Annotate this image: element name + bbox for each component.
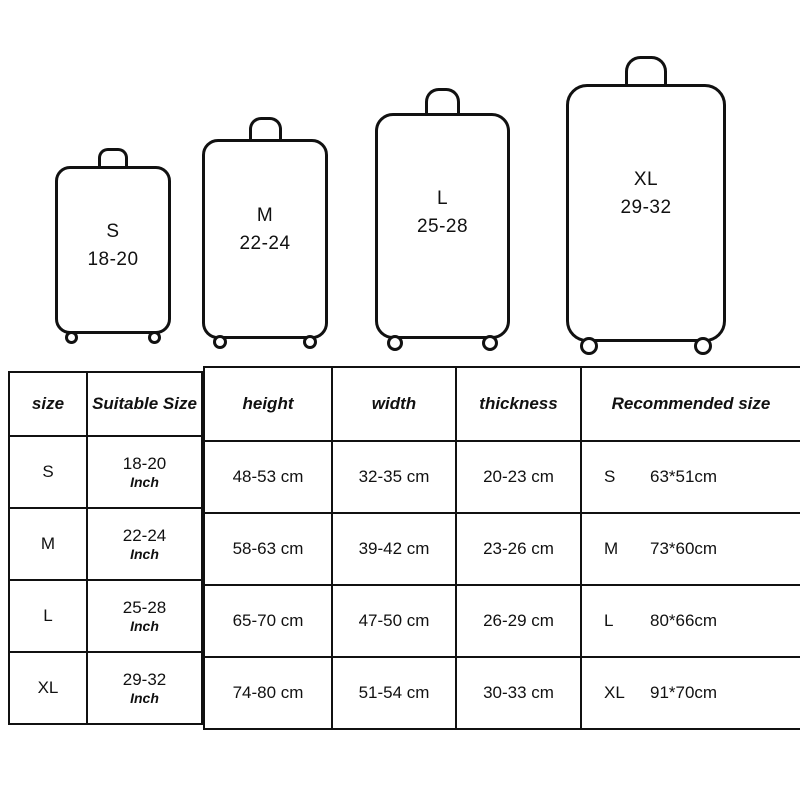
cell-thickness: 20-23 cm — [456, 441, 581, 513]
cell-thickness: 30-33 cm — [456, 657, 581, 729]
recommended-size-tag: S — [604, 467, 616, 486]
cell-height: 58-63 cm — [204, 513, 332, 585]
suitable-unit-label: Inch — [130, 690, 159, 706]
table-row — [204, 585, 800, 657]
cell-width: 32-35 cm — [332, 441, 456, 513]
header-width: width — [332, 367, 456, 441]
cell-height: 74-80 cm — [204, 657, 332, 729]
suitable-range-value: 22-24 — [122, 526, 167, 545]
table-header-row — [9, 372, 202, 436]
table-row — [204, 513, 800, 585]
case-size-label: S — [106, 221, 120, 242]
suitable-range-value: 18-20 — [122, 454, 167, 473]
cell-suitable-size — [87, 652, 202, 724]
luggage-wheel-right-icon — [303, 335, 317, 349]
header-recommended-size: Recommended size — [581, 367, 800, 441]
luggage-wheel-right-icon — [482, 335, 498, 351]
case-inch-range-label: 18-20 — [87, 249, 139, 270]
suitable-range-value: 29-32 — [122, 670, 167, 689]
recommended-size-content — [582, 514, 800, 584]
recommended-size-dimension: 91*70cm — [650, 683, 718, 702]
table-row — [9, 508, 202, 580]
recommended-size-dimension: 63*51cm — [650, 467, 718, 486]
cell-size: S — [9, 436, 87, 508]
luggage-wheel-left-icon — [580, 337, 598, 355]
cell-height: 65-70 cm — [204, 585, 332, 657]
suitable-unit-label: Inch — [130, 546, 159, 562]
cell-size: XL — [9, 652, 87, 724]
case-size-label: L — [436, 188, 449, 209]
recommended-size-content — [582, 658, 800, 728]
cell-thickness: 26-29 cm — [456, 585, 581, 657]
cell-width: 39-42 cm — [332, 513, 456, 585]
luggage-case-m — [202, 117, 328, 353]
case-size-label: M — [256, 205, 274, 226]
luggage-wheel-left-icon — [213, 335, 227, 349]
cell-thickness: 23-26 cm — [456, 513, 581, 585]
table-row — [204, 657, 800, 729]
recommended-size-tag: L — [604, 611, 614, 630]
case-inch-range-label: 25-28 — [416, 216, 469, 237]
header-size: size — [9, 372, 87, 436]
luggage-case-l — [375, 88, 510, 350]
recommended-size-content — [582, 442, 800, 512]
table-row — [9, 436, 202, 508]
luggage-wheel-left-icon — [387, 335, 403, 351]
luggage-handle-icon — [625, 56, 667, 84]
dimensions-table — [203, 366, 800, 730]
luggage-case-xl — [566, 56, 726, 350]
cell-suitable-size — [87, 436, 202, 508]
cell-recommended-size — [581, 441, 800, 513]
table-row — [204, 441, 800, 513]
cell-height: 48-53 cm — [204, 441, 332, 513]
luggage-size-illustration — [0, 0, 800, 352]
suitable-unit-label: Inch — [130, 474, 159, 490]
luggage-handle-icon — [249, 117, 282, 139]
table-row — [9, 652, 202, 724]
case-inch-range-label: 22-24 — [239, 233, 291, 254]
case-inch-range-label: 29-32 — [620, 197, 672, 218]
case-size-label: XL — [633, 169, 659, 190]
cell-width: 51-54 cm — [332, 657, 456, 729]
luggage-wheel-right-icon — [694, 337, 712, 355]
suitable-size-table — [8, 371, 203, 725]
table-header-row — [204, 367, 800, 441]
cell-width: 47-50 cm — [332, 585, 456, 657]
luggage-handle-icon — [425, 88, 460, 113]
cell-suitable-size — [87, 508, 202, 580]
cell-size: M — [9, 508, 87, 580]
recommended-size-dimension: 80*66cm — [650, 611, 718, 630]
cell-recommended-size — [581, 585, 800, 657]
recommended-size-tag: M — [604, 539, 619, 558]
header-height: height — [204, 367, 332, 441]
cell-suitable-size — [87, 580, 202, 652]
luggage-wheel-right-icon — [148, 331, 161, 344]
header-thickness: thickness — [456, 367, 581, 441]
luggage-handle-icon — [98, 148, 128, 166]
cell-recommended-size — [581, 657, 800, 729]
suitable-unit-label: Inch — [130, 618, 159, 634]
recommended-size-content — [582, 586, 800, 656]
luggage-case-s — [55, 148, 171, 352]
cell-recommended-size — [581, 513, 800, 585]
cell-size: L — [9, 580, 87, 652]
luggage-wheel-left-icon — [65, 331, 78, 344]
recommended-size-dimension: 73*60cm — [650, 539, 718, 558]
recommended-size-tag: XL — [604, 683, 625, 702]
table-row — [9, 580, 202, 652]
header-suitable-size: Suitable Size — [87, 372, 202, 436]
suitable-range-value: 25-28 — [122, 598, 167, 617]
